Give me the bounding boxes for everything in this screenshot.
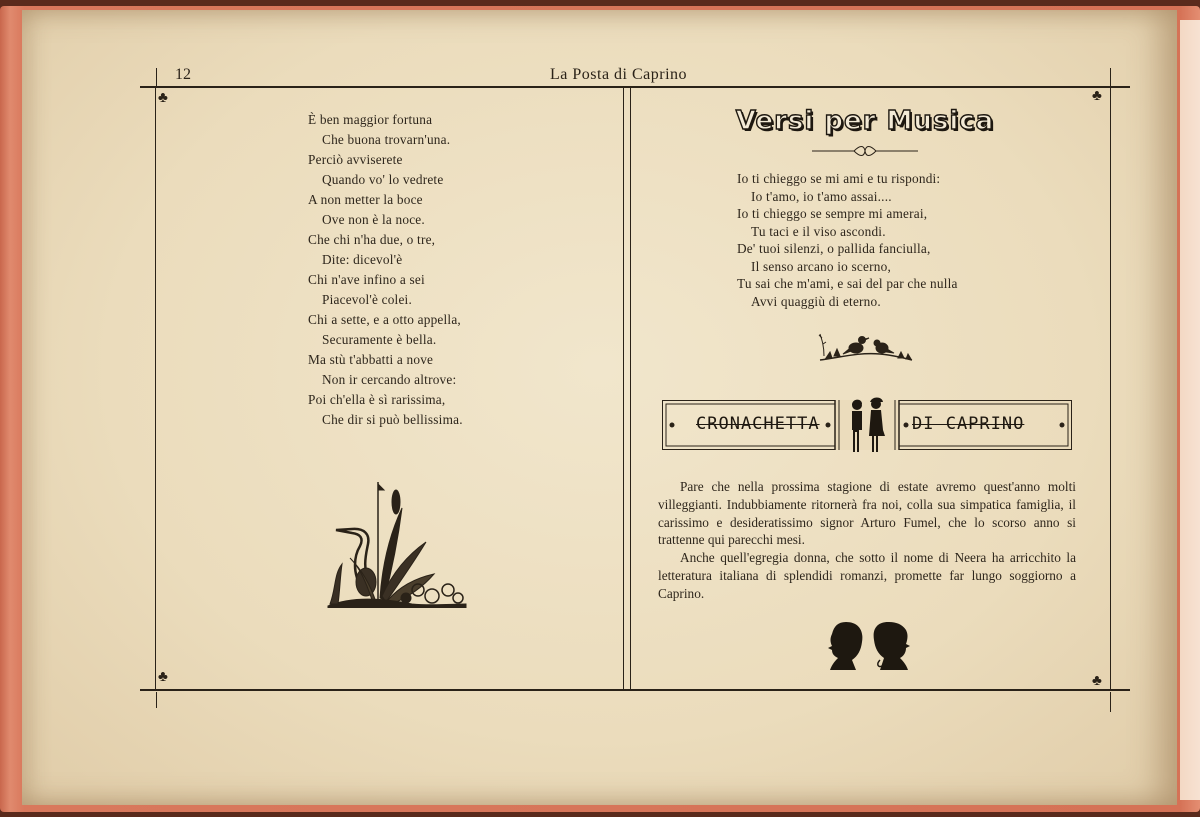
- left-poem: [308, 110, 463, 430]
- verse-line: Tu sai che m'ami, e sai del par che nulla: [737, 276, 958, 291]
- verse-line: Tu taci e il viso ascondi.: [751, 223, 886, 239]
- column-divider-a: [623, 87, 624, 689]
- heron-engraving-icon: [322, 478, 468, 608]
- banner-label-left: CRONACHETTA: [696, 414, 820, 434]
- page-number: 12: [175, 66, 191, 83]
- paragraph: Anche quell'egregia donna, che sotto il nome di Neera ha arricchito la letteratura italiana di splendidi romanzi, promette far lungo soggiorno a Caprino.: [658, 550, 1076, 601]
- frame-top-rule: [140, 86, 1130, 88]
- birds-on-branch-icon: [818, 330, 914, 366]
- children-silhouette-icon: [842, 396, 892, 456]
- title-flourish-icon: [810, 145, 920, 157]
- poem-line: Quando vo' lo vedrete: [322, 172, 444, 187]
- poem-line: Chi n'ave infino a sei: [308, 272, 425, 287]
- column-divider-b: [630, 87, 631, 689]
- poem-line: Che chi n'ha due, o tre,: [308, 232, 436, 247]
- poem-line: È ben maggior fortuna: [308, 112, 433, 127]
- poem-line: Dite: dicevol'è: [322, 252, 403, 267]
- paragraph: Pare che nella prossima stagione di estate avremo quest'anno molti villeggianti. Indubbiamente ritornerà fra noi, colla sua simpatica famiglia, il carissimo e desideratissimo signor Arturo Fumel, che lo scorso anno si trattenne qui parecchi mesi.: [658, 479, 1076, 548]
- versi-poem: [737, 170, 958, 310]
- profile-silhouettes-icon: [826, 620, 912, 672]
- poem-line: Piacevol'è colei.: [322, 292, 412, 307]
- poem-line: Ove non è la noce.: [322, 212, 425, 227]
- corner-ornament-icon: ♣: [1092, 673, 1102, 689]
- versi-title: Versi per Musica: [735, 106, 995, 136]
- frame-right-rule: [1110, 87, 1111, 689]
- poem-line: Poi ch'ella è sì rarissima,: [308, 392, 446, 407]
- verse-line: Io t'amo, io t'amo assai....: [751, 188, 892, 204]
- cronaca-text: [658, 478, 1076, 603]
- poem-line: Che buona trovarn'una.: [322, 132, 451, 147]
- verse-line: Il senso arcano io scerno,: [751, 258, 891, 274]
- verse-line: Io ti chieggo se mi ami e tu rispondi:: [737, 171, 941, 186]
- poem-line: A non metter la boce: [308, 192, 423, 207]
- cronaca-banner: [662, 400, 1072, 450]
- poem-line: Perciò avviserete: [308, 152, 403, 167]
- poem-line: Chi a sette, e a otto appella,: [308, 312, 461, 327]
- footer-tick-left: [156, 692, 157, 708]
- corner-ornament-icon: ♣: [1092, 88, 1102, 104]
- header-tick-right: [1110, 68, 1111, 86]
- header-tick-left: [156, 68, 157, 86]
- page-stack-edge: [1180, 20, 1200, 800]
- poem-line: Che dir si può bellissima.: [322, 412, 463, 427]
- corner-ornament-icon: ♣: [158, 669, 168, 685]
- frame-left-rule: [155, 87, 156, 689]
- footer-tick-right: [1110, 692, 1111, 712]
- frame-bottom-rule: [140, 689, 1130, 691]
- corner-ornament-icon: ♣: [158, 90, 168, 106]
- poem-line: Ma stù t'abbatti a nove: [308, 352, 434, 367]
- banner-label-right: DI CAPRINO: [912, 414, 1025, 434]
- poem-line: Securamente è bella.: [322, 332, 437, 347]
- running-title: La Posta di Caprino: [550, 66, 688, 83]
- verse-line: De' tuoi silenzi, o pallida fanciulla,: [737, 241, 931, 256]
- verse-line: Avvi quaggiù di eterno.: [751, 293, 881, 309]
- poem-line: Non ir cercando altrove:: [322, 372, 457, 387]
- verse-line: Io ti chieggo se sempre mi amerai,: [737, 206, 928, 221]
